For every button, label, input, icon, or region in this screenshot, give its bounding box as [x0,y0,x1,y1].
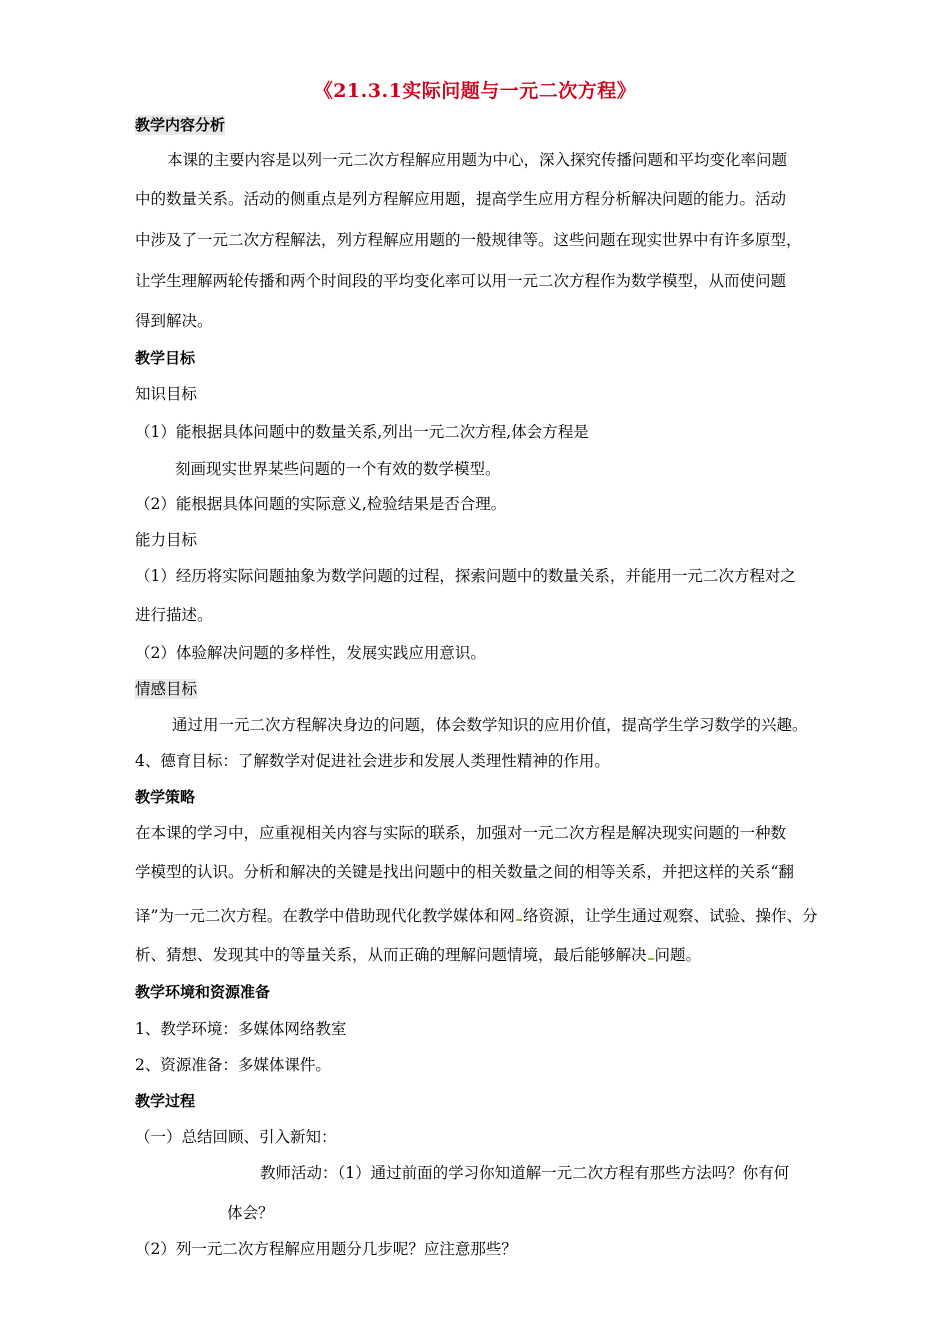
paragraph-line: 让学生理解两轮传播和两个时间段的平均变化率可以用一元二次方程作为数学模型，从而使问题 [135,272,787,290]
objective-item-continued: 进行描述。 [135,606,213,624]
process-step: （2）列一元二次方程解应用题分几步呢？应注意那些？ [135,1240,517,1258]
knowledge-objectives-label: 知识目标 [135,385,198,403]
heading-environment: 教学环境和资源准备 [135,983,271,1001]
edit-mark [648,958,654,960]
list-item: 1、教学环境：多媒体网络教室 [135,1020,347,1038]
paragraph-line: 得到解决。 [135,312,213,330]
ability-objectives-label: 能力目标 [135,531,198,549]
edit-mark [516,919,522,921]
objective-item-continued: 刻画现实世界某些问题的一个有效的数学模型。 [175,460,501,478]
paragraph-line [135,906,817,926]
heading-objectives: 教学目标 [135,349,196,367]
emotion-objectives-label: 情感目标 [135,680,198,698]
moral-objective: 4、德育目标：了解数学对促进社会进步和发展人类理性精神的作用。 [135,752,610,770]
objective-item: （1）能根据具体问题中的数量关系,列出一元二次方程,体会方程是 [135,423,589,441]
objective-item: （2）体验解决问题的多样性，发展实践应用意识。 [135,644,486,662]
text-segment: 析、猜想、发现其中的等量关系，从而正确的理解问题情境，最后能够解决 [135,946,647,964]
objective-item: 通过用一元二次方程解决身边的问题，体会数学知识的应用价值，提高学生学习数学的兴趣。 [172,716,808,734]
text-segment: 络资源，让学生通过观察、试验、操作、分 [522,907,818,925]
heading-content-analysis: 教学内容分析 [135,116,226,134]
list-item: 2、资源准备：多媒体课件。 [135,1056,331,1074]
paragraph-line: 在本课的学习中，应重视相关内容与实际的联系，加强对一元二次方程是解决现实问题的一种数 [135,824,787,842]
document-title: 《21.3.1实际问题与一元二次方程》 [313,80,637,102]
paragraph-line: 中涉及了一元二次方程解法，列方程解应用题的一般规律等。这些问题在现实世界中有许多原型， [135,231,802,249]
paragraph-line: 中的数量关系。活动的侧重点是列方程解应用题，提高学生应用方程分析解决问题的能力。活动 [135,190,787,208]
paragraph-line: 本课的主要内容是以列一元二次方程解应用题为中心，深入探究传播问题和平均变化率问题 [167,151,788,169]
objective-item: （2）能根据具体问题的实际意义,检验结果是否合理。 [135,495,507,513]
paragraph-line: 学模型的认识。分析和解决的关键是找出问题中的相关数量之间的相等关系，并把这样的关系“翻 [135,863,794,881]
objective-item: （1）经历将实际问题抽象为数学问题的过程，探索问题中的数量关系，并能用一元二次方程对之 [135,567,796,585]
teacher-activity: 教师活动：（1）通过前面的学习你知道解一元二次方程有那些方法吗？你有何 [260,1164,790,1182]
process-step: （一）总结回顾、引入新知： [135,1128,337,1146]
teacher-activity-continued: 体会？ [227,1204,274,1222]
text-segment: 译”为一元二次方程。在教学中借助现代化教学媒体和网 [135,907,515,925]
heading-strategy: 教学策略 [135,788,196,806]
paragraph-line [135,945,701,965]
text-segment: 问题。 [654,946,702,964]
heading-process: 教学过程 [135,1092,196,1110]
